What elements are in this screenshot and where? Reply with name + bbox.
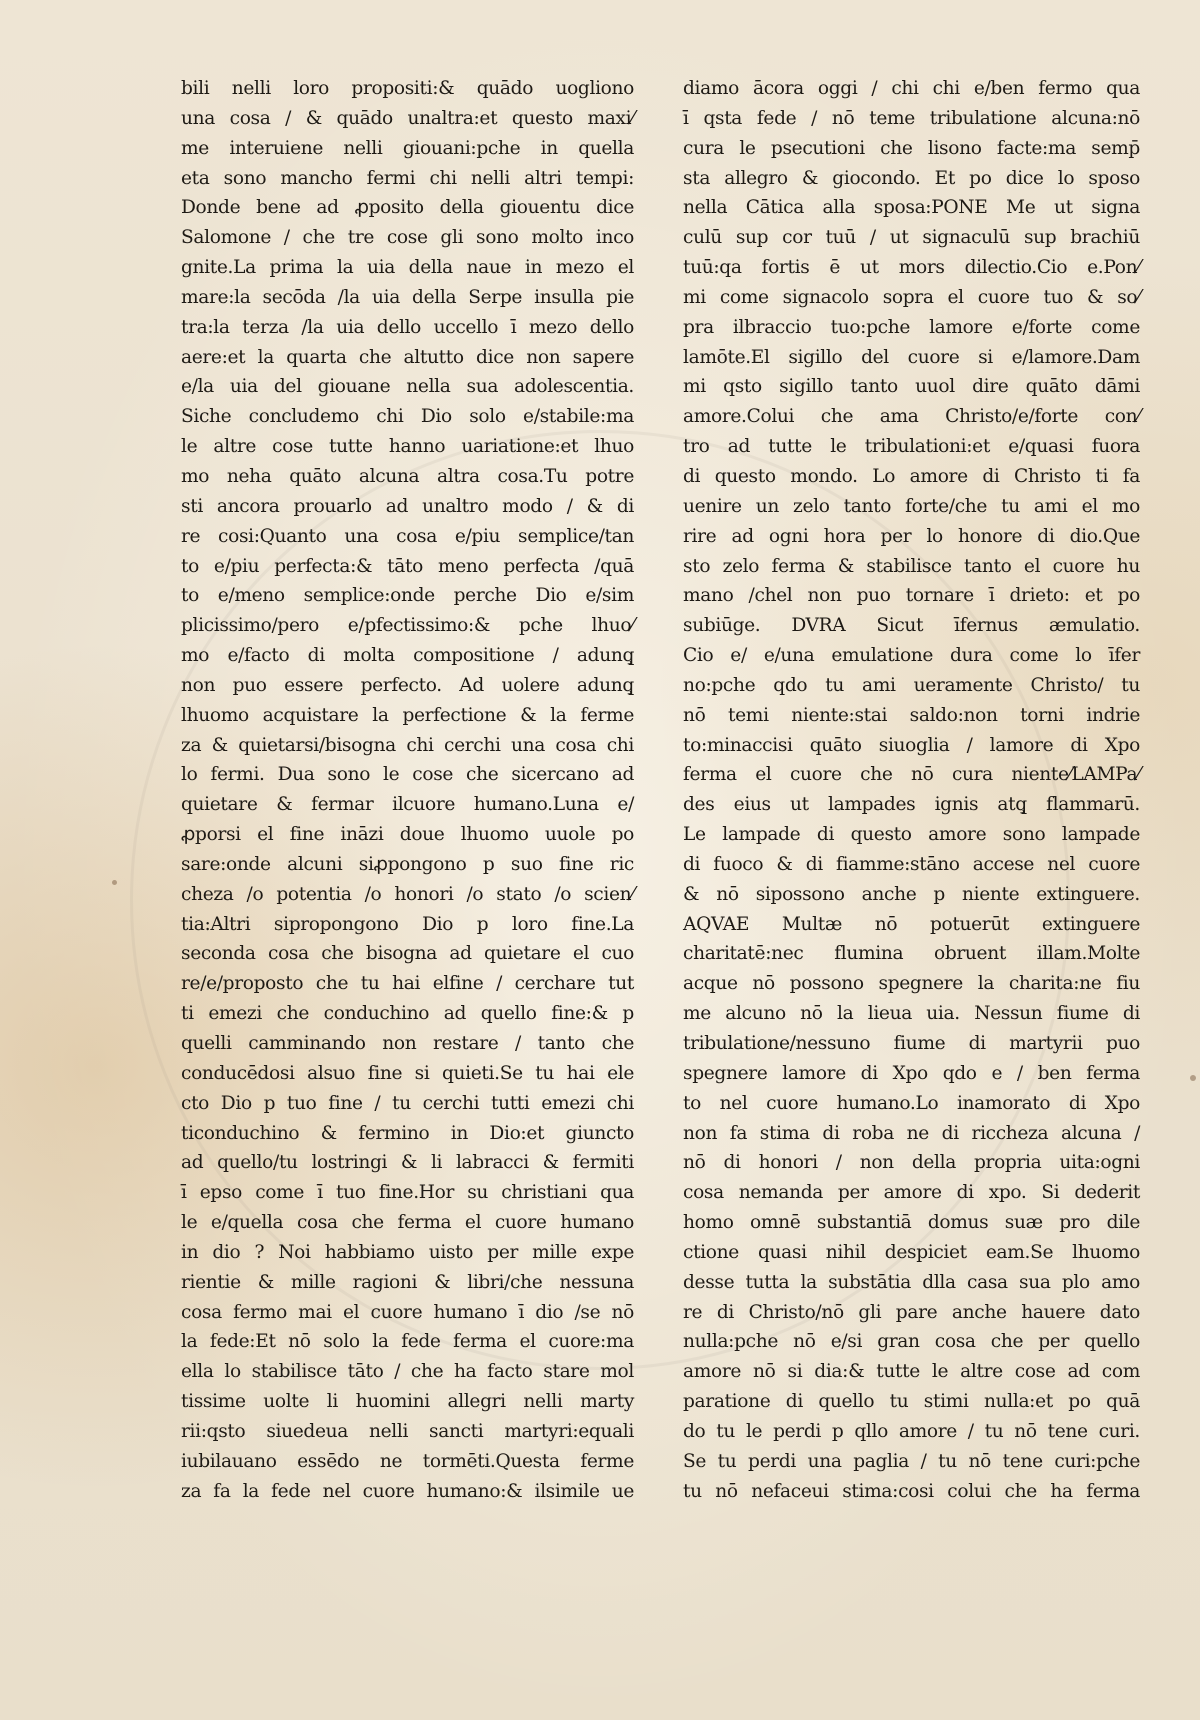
text-line: tra:la terza /la uia dello uccello ī mezo dello [181,316,634,338]
text-line: to e/piu perfecta:& tāto meno perfecta /quā [181,555,634,577]
text-line: una cosa / & quādo unaltra:et questo maxi⁄ [181,107,634,129]
text-line: sto zelo ferma & stabilisce tanto el cuore hu [683,555,1140,577]
text-line: rii:qsto siuedeua nelli sancti martyri:equali [181,1420,634,1442]
text-line: ferma el cuore che nō cura niente⁄LAMPa⁄ [683,764,1140,786]
text-line: gnite.La prima la uia della naue in mezo el [181,257,634,279]
ink-speck [1190,1075,1196,1081]
text-line: Salomone / che tre cose gli sono molto inco [181,227,634,249]
text-line: mano /chel non puo tornare ī drieto: et po [683,585,1140,607]
text-line: acque nō possono spegnere la charita:ne fiu [683,973,1140,995]
text-line: ī qsta fede / nō teme tribulatione alcuna:nō [683,107,1140,129]
text-line: ad quello/tu lostringi & li labracci & fermiti [181,1152,634,1174]
text-line: sare:onde alcuni siꝓpongono p suo fine ric [181,853,634,875]
text-line: AQVAE Multæ nō potuerūt extinguere [683,913,1140,935]
text-line: subiūge. DVRA Sicut īfernus æmulatio. [683,615,1140,637]
text-line: nō di honori / non della propria uita:ogni [683,1152,1140,1174]
text-line: mi come signacolo sopra el cuore tuo & so⁄ [683,286,1140,308]
text-line: non puo essere perfecto. Ad uolere adunq̧ [181,674,634,696]
text-line: to:minaccisi quāto siuoglia / lamore di Xpo [683,734,1140,756]
text-line: re cosi:Quanto una cosa e/piu semplice/tan [181,525,634,547]
text-line: Donde bene ad ꝓposito della giouentu dice [181,197,634,219]
text-line: homo omnē substantiā domus suæ pro dile [683,1212,1140,1234]
right-text-column [683,74,1140,1507]
left-text-column [181,74,634,1507]
text-line: des eius ut lampades ignis atq̧ flammarū. [683,794,1140,816]
text-line: ti emezi che conduchino ad quello fine:& p [181,1003,634,1025]
text-line: tro ad tutte le tribulationi:et e/quasi fuora [683,436,1140,458]
text-line: paratione di quello tu stimi nulla:et po quā [683,1391,1140,1413]
text-line: Cio e/ e/una emulatione dura come lo īfer [683,645,1140,667]
text-line: culū sup cor tuū / ut signaculū sup brachiū [683,227,1140,249]
text-line: amore.Colui che ama Christo/e/forte con⁄ [683,406,1140,428]
text-line: cheza /o potentia /o honori /o stato /o scien⁄ [181,883,634,905]
text-line: Se tu perdi una paglia / tu nō tene curi:pche [683,1450,1140,1472]
text-line: sta allegro & giocondo. Et po dice lo sposo [683,167,1140,189]
text-line: cura le psecutioni che lisono facte:ma semp̄ [683,137,1140,159]
text-line: tribulatione/nessuno fiume di martyrii puo [683,1033,1140,1054]
text-line: re/e/proposto che tu hai elfine / cerchare tut [181,973,634,995]
text-line: to e/meno semplice:onde perche Dio e/sim [181,585,634,607]
text-line: mi qsto sigillo tanto uuol dire quāto dāmi [683,376,1140,398]
text-line: di questo mondo. Lo amore di Christo ti fa [683,465,1140,487]
text-line: mo neha quāto alcuna altra cosa.Tu potre [181,465,634,487]
text-line: ī epso come ī tuo fine.Hor su christiani qua [181,1182,634,1204]
text-line: quelli camminando non restare / tanto che [181,1033,634,1054]
text-line: nō temi niente:stai saldo:non torni indrie [683,704,1140,726]
text-line: me alcuno nō la lieua uia. Nessun fiume di [683,1003,1140,1025]
text-line: & nō sipossono anche p niente extinguere. [683,883,1140,905]
text-line: cosa nemanda per amore di xpo. Si dederit [683,1182,1140,1204]
text-line: tu nō nefaceui stima:cosi colui che ha ferma [683,1480,1140,1502]
text-line: plicissimo/pero e/pfectissimo:& pche lhuo⁄ [181,615,634,637]
text-line: me interuiene nelli giouani:pche in quella [181,137,634,159]
text-line: seconda cosa che bisogna ad quietare el cuo [181,943,634,965]
text-line: bili nelli loro propositi:& quādo uogliono [181,78,634,99]
text-line: pra ilbraccio tuo:pche lamore e/forte come [683,316,1140,338]
text-line: ticonduchino & fermino in Dio:et giuncto [181,1122,634,1144]
text-line: quietare & fermar ilcuore humano.Luna e/ [181,794,634,816]
text-line: mare:la secōda /la uia della Serpe insulla pie [181,286,634,308]
text-line: Siche concludemo chi Dio solo e/stabile:ma [181,406,634,428]
text-line: lhuomo acquistare la perfectione & la ferme [181,704,634,726]
text-line: re di Christo/nō gli pare anche hauere dato [683,1301,1140,1323]
text-line: rientie & mille ragioni & libri/che nessuna [181,1271,634,1293]
text-line: tissime uolte li huomini allegri nelli marty [181,1391,634,1413]
text-line: amore nō si dia:& tutte le altre cose ad com [683,1361,1140,1383]
text-line: ctione quasi nihil despiciet eam.Se lhuomo [683,1241,1140,1263]
text-line: nella Cātica alla sposa:PONE Me ut signa [683,197,1140,219]
text-line: conducēdosi alsuo fine si quieti.Se tu hai ele [181,1062,634,1084]
text-line: cosa fermo mai el cuore humano ī dio /se nō [181,1301,634,1323]
text-line: za & quietarsi/bisogna chi cerchi una cosa chi [181,734,634,756]
text-line: desse tutta la substātia dlla casa sua plo amo [683,1271,1140,1293]
text-line: uenire un zelo tanto forte/che tu ami el mo [683,495,1140,517]
text-line: lamōte.El sigillo del cuore si e/lamore.Dam [683,346,1140,368]
text-line: iubilauano essēdo ne tormēti.Questa ferme [181,1450,634,1472]
text-line: le altre cose tutte hanno uariatione:et lhuo [181,436,634,458]
text-line: ella lo stabilisce tāto / che ha facto stare mol [181,1361,634,1383]
text-line: to nel cuore humano.Lo inamorato di Xpo [683,1092,1140,1114]
text-line: charitatē:nec flumina obruent illam.Molte [683,943,1140,965]
text-line: Le lampade di questo amore sono lampade [683,824,1140,846]
text-line: di fuoco & di fiamme:stāno accese nel cuore [683,853,1140,875]
text-line: do tu le perdi p qllo amore / tu nō tene curi. [683,1420,1140,1442]
text-line: la fede:Et nō solo la fede ferma el cuore:ma [181,1331,634,1353]
text-line: eta sono mancho fermi chi nelli altri tempi: [181,167,634,189]
text-line: tia:Altri sipropongono Dio p loro fine.La [181,913,634,935]
text-line: rire ad ogni hora per lo honore di dio.Que [683,525,1140,547]
text-line: no:pche qdo tu ami ueramente Christo/ tu [683,674,1140,696]
text-line: tuū:qa fortis ē ut mors dilectio.Cio e.Pon⁄ [683,257,1140,279]
text-line: spegnere lamore di Xpo qdo e / ben ferma [683,1062,1140,1084]
text-line: ꝓporsi el fine ināzi doue lhuomo uuole po [181,824,634,846]
text-line: aere:et la quarta che altutto dice non sapere [181,346,634,368]
text-line: le e/quella cosa che ferma el cuore humano [181,1212,634,1234]
text-line: non fa stima di roba ne di riccheza alcuna / [683,1122,1140,1144]
text-line: nulla:pche nō e/si gran cosa che per quello [683,1331,1140,1353]
ink-speck [112,880,117,885]
text-line: e/la uia del giouane nella sua adolescentia. [181,376,634,398]
text-line: cto Dio p tuo fine / tu cerchi tutti emezi chi [181,1092,634,1114]
text-line: lo fermi. Dua sono le cose che sicercano ad [181,764,634,786]
text-line: mo e/facto di molta compositione / adunq̧ [181,645,634,667]
text-line: diamo ācora oggi / chi chi e/ben fermo qua [683,78,1140,99]
text-line: sti ancora prouarlo ad unaltro modo / & di [181,495,634,517]
text-line: in dio ? Noi habbiamo uisto per mille expe [181,1241,634,1263]
text-line: za fa la fede nel cuore humano:& ilsimile ue [181,1480,634,1502]
